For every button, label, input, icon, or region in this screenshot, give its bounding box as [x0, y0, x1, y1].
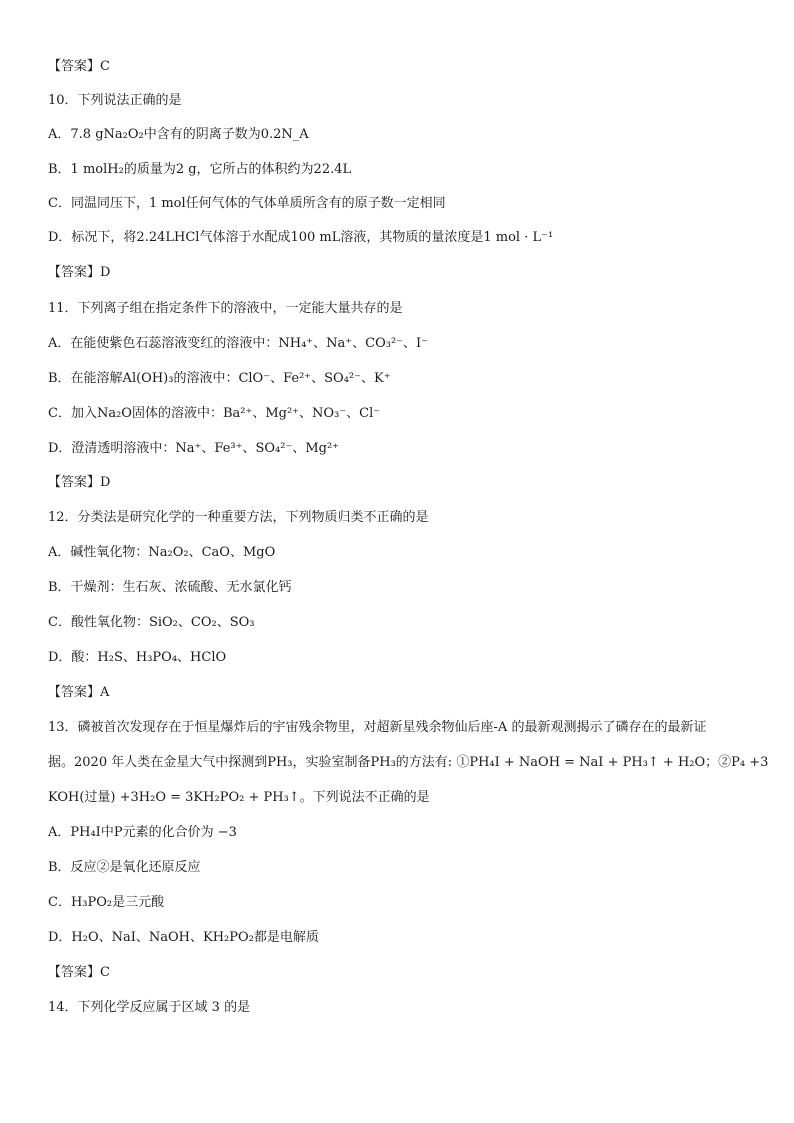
option-line: D．澄清透明溶液中：Na⁺、Fe³⁺、SO₄²⁻、Mg²⁺ [48, 441, 340, 456]
option-line: B．反应②是氧化还原反应 [48, 860, 201, 875]
answer-line: 【答案】C [48, 59, 110, 74]
option-line: A．7.8 gNa₂O₂中含有的阴离子数为0.2N_A [48, 127, 309, 142]
option-line: D．标况下，将2.24LHCl气体溶于水配成100 mL溶液，其物质的量浓度是1 mol · L⁻¹ [48, 230, 554, 245]
option-line: B．干燥剂：生石灰、浓硫酸、无水氯化钙 [48, 580, 292, 595]
question-13-stem: 据。2020 年人类在金星大气中探测到PH₃，实验室制备PH₃的方法有: ①PH₄I + NaOH = NaI + PH₃↑ + H₂O；②P₄ +3 [48, 755, 769, 770]
option-line: B．在能溶解Al(OH)₃的溶液中：ClO⁻、Fe²⁺、SO₄²⁻、K⁺ [48, 371, 391, 386]
answer-line: 【答案】C [48, 965, 110, 980]
question-13-stem: 13．磷被首次发现存在于恒星爆炸后的宇宙残余物里，对超新星残余物仙后座-A 的最新观测揭示了磷存在的最新证 [48, 720, 707, 735]
answer-line: 【答案】D [48, 265, 111, 280]
option-line: C．H₃PO₂是三元酸 [48, 895, 165, 910]
question-14-stem: 14．下列化学反应属于区域 3 的是 [48, 1000, 251, 1015]
option-line: A．PH₄I中P元素的化合价为 −3 [48, 825, 237, 840]
question-12-stem: 12．分类法是研究化学的一种重要方法，下列物质归类不正确的是 [48, 510, 429, 525]
answer-line: 【答案】D [48, 475, 111, 490]
option-line: D．酸：H₂S、H₃PO₄、HClO [48, 650, 227, 665]
option-line: A．碱性氧化物：Na₂O₂、CaO、MgO [48, 545, 276, 560]
question-13-stem: KOH(过量) +3H₂O = 3KH₂PO₂ + PH₃↑。下列说法不正确的是 [48, 790, 430, 805]
question-10-stem: 10．下列说法正确的是 [48, 93, 182, 108]
option-line: C．加入Na₂O固体的溶液中：Ba²⁺、Mg²⁺、NO₃⁻、Cl⁻ [48, 406, 381, 421]
option-line: C．酸性氧化物：SiO₂、CO₂、SO₃ [48, 615, 255, 630]
option-line: D．H₂O、NaI、NaOH、KH₂PO₂都是电解质 [48, 930, 319, 945]
question-11-stem: 11．下列离子组在指定条件下的溶液中，一定能大量共存的是 [48, 301, 403, 316]
answer-line: 【答案】A [48, 685, 110, 700]
option-line: B．1 molH₂的质量为2 g，它所占的体积约为22.4L [48, 162, 352, 177]
option-line: C．同温同压下，1 mol任何气体的气体单质所含有的原子数一定相同 [48, 196, 446, 211]
option-line: A．在能使紫色石蕊溶液变红的溶液中：NH₄⁺、Na⁺、CO₃²⁻、I⁻ [48, 336, 429, 351]
